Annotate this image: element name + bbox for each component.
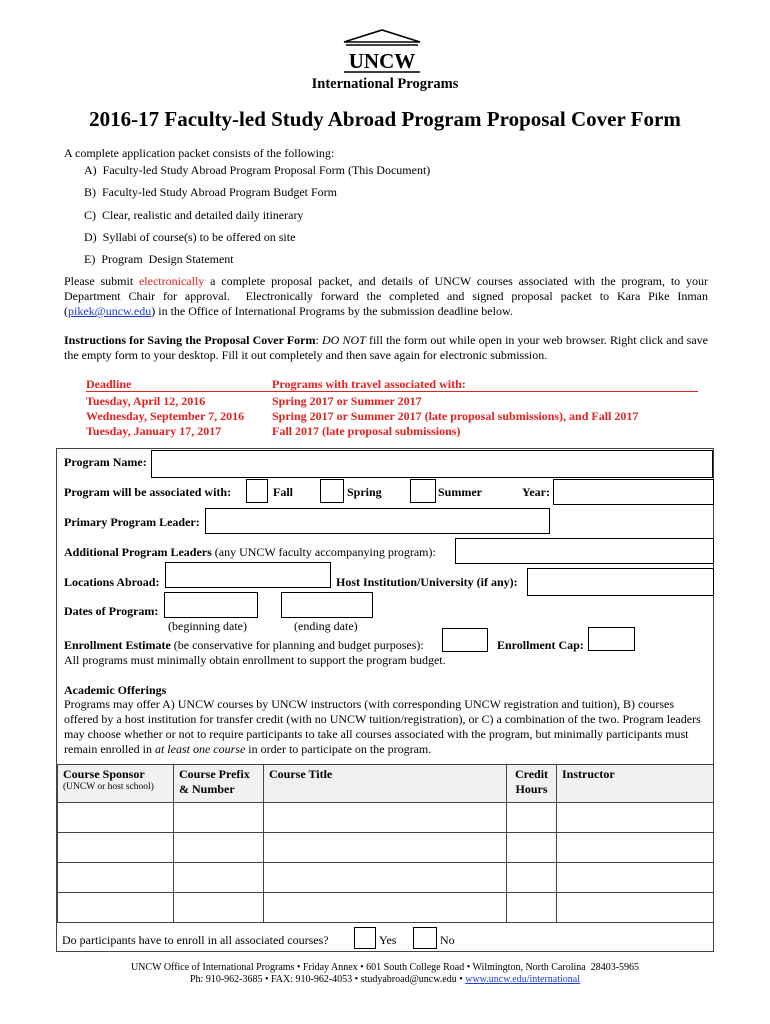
host-institution-label: Host Institution/University (if any):: [336, 575, 518, 589]
primary-leader-label: Primary Program Leader:: [64, 515, 200, 529]
enrollment-cap-label: Enrollment Cap:: [497, 638, 584, 652]
table-cell[interactable]: [174, 833, 264, 863]
spring-checkbox[interactable]: [320, 479, 344, 503]
submit-instructions: Please submit electronically a complete proposal packet, and details of UNCW courses associated with the program, to your Department Chair for approval. Electronically forward the completed and signed proposal packet to Kara Pike Inman (pikek@uncw.edu) in the Office of International Programs by the submission deadline below.: [64, 274, 708, 318]
table-cell[interactable]: [264, 833, 507, 863]
deadline-programs-1: Spring 2017 or Summer 2017: [272, 394, 422, 408]
table-row: [58, 863, 714, 893]
table-cell[interactable]: [58, 893, 174, 923]
no-label: No: [440, 933, 455, 947]
year-input[interactable]: [553, 479, 714, 505]
save-instructions: Instructions for Saving the Proposal Cover Form: DO NOT fill the form out while open in your web browser. Right click and save the empty form to your desktop. Fill it out completely and then save again for electronic submission.: [64, 333, 709, 362]
table-header-row: [58, 765, 714, 803]
footer-contact: Ph: 910-962-3685 • FAX: 910-962-4053 • studyabroad@uncw.edu • www.uncw.edu/international: [189, 974, 581, 985]
locations-input[interactable]: [165, 562, 331, 588]
academic-offerings-text: Programs may offer A) UNCW courses by UNCW instructors (with corresponding UNCW registration and tuition), B) courses offered by a host institution for transfer credit (with no UNCW tuition/registration), or C) a combination of the two. Program leaders may choose whether or not to require participants to take all courses associated with the program, but minimally participants must remain enrolled in at least one course in order to participate on the program.: [64, 697, 701, 756]
packet-item-a: A) Faculty-led Study Abroad Program Proposal Form (This Document): [84, 163, 431, 177]
summer-label: Summer: [438, 485, 482, 499]
table-cell[interactable]: [264, 893, 507, 923]
table-cell[interactable]: [507, 863, 557, 893]
spring-label: Spring: [347, 485, 382, 499]
table-cell[interactable]: [58, 863, 174, 893]
deadline-date-2: Wednesday, September 7, 2016: [86, 409, 245, 423]
beginning-date-input[interactable]: [164, 592, 258, 618]
table-cell[interactable]: [58, 833, 174, 863]
table-row: [58, 893, 714, 923]
enrollment-cap-input[interactable]: [588, 627, 635, 651]
year-label: Year:: [522, 485, 550, 499]
dates-label: Dates of Program:: [64, 604, 159, 618]
deadline-date-1: Tuesday, April 12, 2016: [86, 394, 206, 408]
page-title: 2016-17 Faculty-led Study Abroad Program Proposal Cover Form: [89, 107, 681, 131]
table-cell[interactable]: [174, 863, 264, 893]
fall-label: Fall: [273, 485, 293, 499]
table-cell[interactable]: [507, 803, 557, 833]
yes-label: Yes: [379, 933, 397, 947]
uncw-logo: [338, 28, 426, 78]
enrollment-estimate-input[interactable]: [442, 628, 488, 652]
associated-label: Program will be associated with:: [64, 485, 232, 499]
academic-offerings-heading: Academic Offerings: [64, 683, 167, 697]
col-course-prefix: Course Prefix & Number: [174, 765, 264, 803]
ending-date-caption: (ending date): [294, 619, 358, 633]
col-instructor: Instructor: [557, 765, 714, 803]
deadline-programs-3: Fall 2017 (late proposal submissions): [272, 424, 461, 438]
table-cell[interactable]: [58, 803, 174, 833]
deadline-programs-2: Spring 2017 or Summer 2017 (late proposal submissions), and Fall 2017: [272, 409, 639, 423]
table-cell[interactable]: [557, 833, 714, 863]
table-row: [58, 833, 714, 863]
electronically-emphasis: electronically: [138, 274, 205, 288]
intro-lead: A complete application packet consists of the following:: [64, 146, 335, 160]
table-cell[interactable]: [264, 863, 507, 893]
enrollment-note: All programs must minimally obtain enrollment to support the program budget.: [64, 653, 446, 667]
deadline-date-3: Tuesday, January 17, 2017: [86, 424, 222, 438]
yes-checkbox[interactable]: [354, 927, 376, 949]
table-cell[interactable]: [174, 803, 264, 833]
no-checkbox[interactable]: [413, 927, 437, 949]
subtitle: International Programs: [311, 76, 459, 92]
ending-date-input[interactable]: [281, 592, 373, 618]
deadline-header: Deadline: [86, 377, 132, 391]
table-cell[interactable]: [557, 893, 714, 923]
packet-item-c: C) Clear, realistic and detailed daily itinerary: [84, 208, 304, 222]
packet-item-d: D) Syllabi of course(s) to be offered on site: [84, 230, 296, 244]
footer-address: UNCW Office of International Programs • Friday Annex • 601 South College Road • Wilmington, North Carolina 28403-5965: [130, 962, 640, 973]
table-cell[interactable]: [557, 803, 714, 833]
packet-item-b: B) Faculty-led Study Abroad Program Budget Form: [84, 185, 337, 199]
primary-leader-input[interactable]: [205, 508, 550, 534]
deadline-divider: [86, 391, 698, 392]
email-link[interactable]: pikek@uncw.edu: [68, 304, 152, 318]
table-cell[interactable]: [264, 803, 507, 833]
table-cell[interactable]: [507, 833, 557, 863]
table-cell[interactable]: [507, 893, 557, 923]
col-credit-hours: Credit Hours: [507, 765, 557, 803]
website-link[interactable]: www.uncw.edu/international: [465, 974, 581, 985]
table-cell[interactable]: [557, 863, 714, 893]
table-cell[interactable]: [174, 893, 264, 923]
fall-checkbox[interactable]: [246, 479, 268, 503]
summer-checkbox[interactable]: [410, 479, 436, 503]
enroll-all-question: Do participants have to enroll in all associated courses?: [62, 933, 329, 947]
enrollment-estimate-label: Enrollment Estimate (be conservative for planning and budget purposes):: [64, 638, 424, 652]
logo-text: UNCW: [348, 49, 416, 73]
program-name-label: Program Name:: [64, 455, 147, 469]
programs-header: Programs with travel associated with:: [272, 377, 466, 391]
host-institution-input[interactable]: [527, 568, 714, 596]
col-course-sponsor: Course Sponsor (UNCW or host school): [58, 765, 174, 803]
col-course-title: Course Title: [264, 765, 507, 803]
packet-item-e: E) Program Design Statement: [84, 252, 234, 266]
program-name-input[interactable]: [151, 450, 713, 478]
beginning-date-caption: (beginning date): [168, 619, 247, 633]
courses-table: [57, 764, 714, 923]
locations-label: Locations Abroad:: [64, 575, 160, 589]
additional-leaders-label: Additional Program Leaders (any UNCW faculty accompanying program):: [64, 545, 436, 559]
table-row: [58, 803, 714, 833]
additional-leaders-input[interactable]: [455, 538, 714, 564]
